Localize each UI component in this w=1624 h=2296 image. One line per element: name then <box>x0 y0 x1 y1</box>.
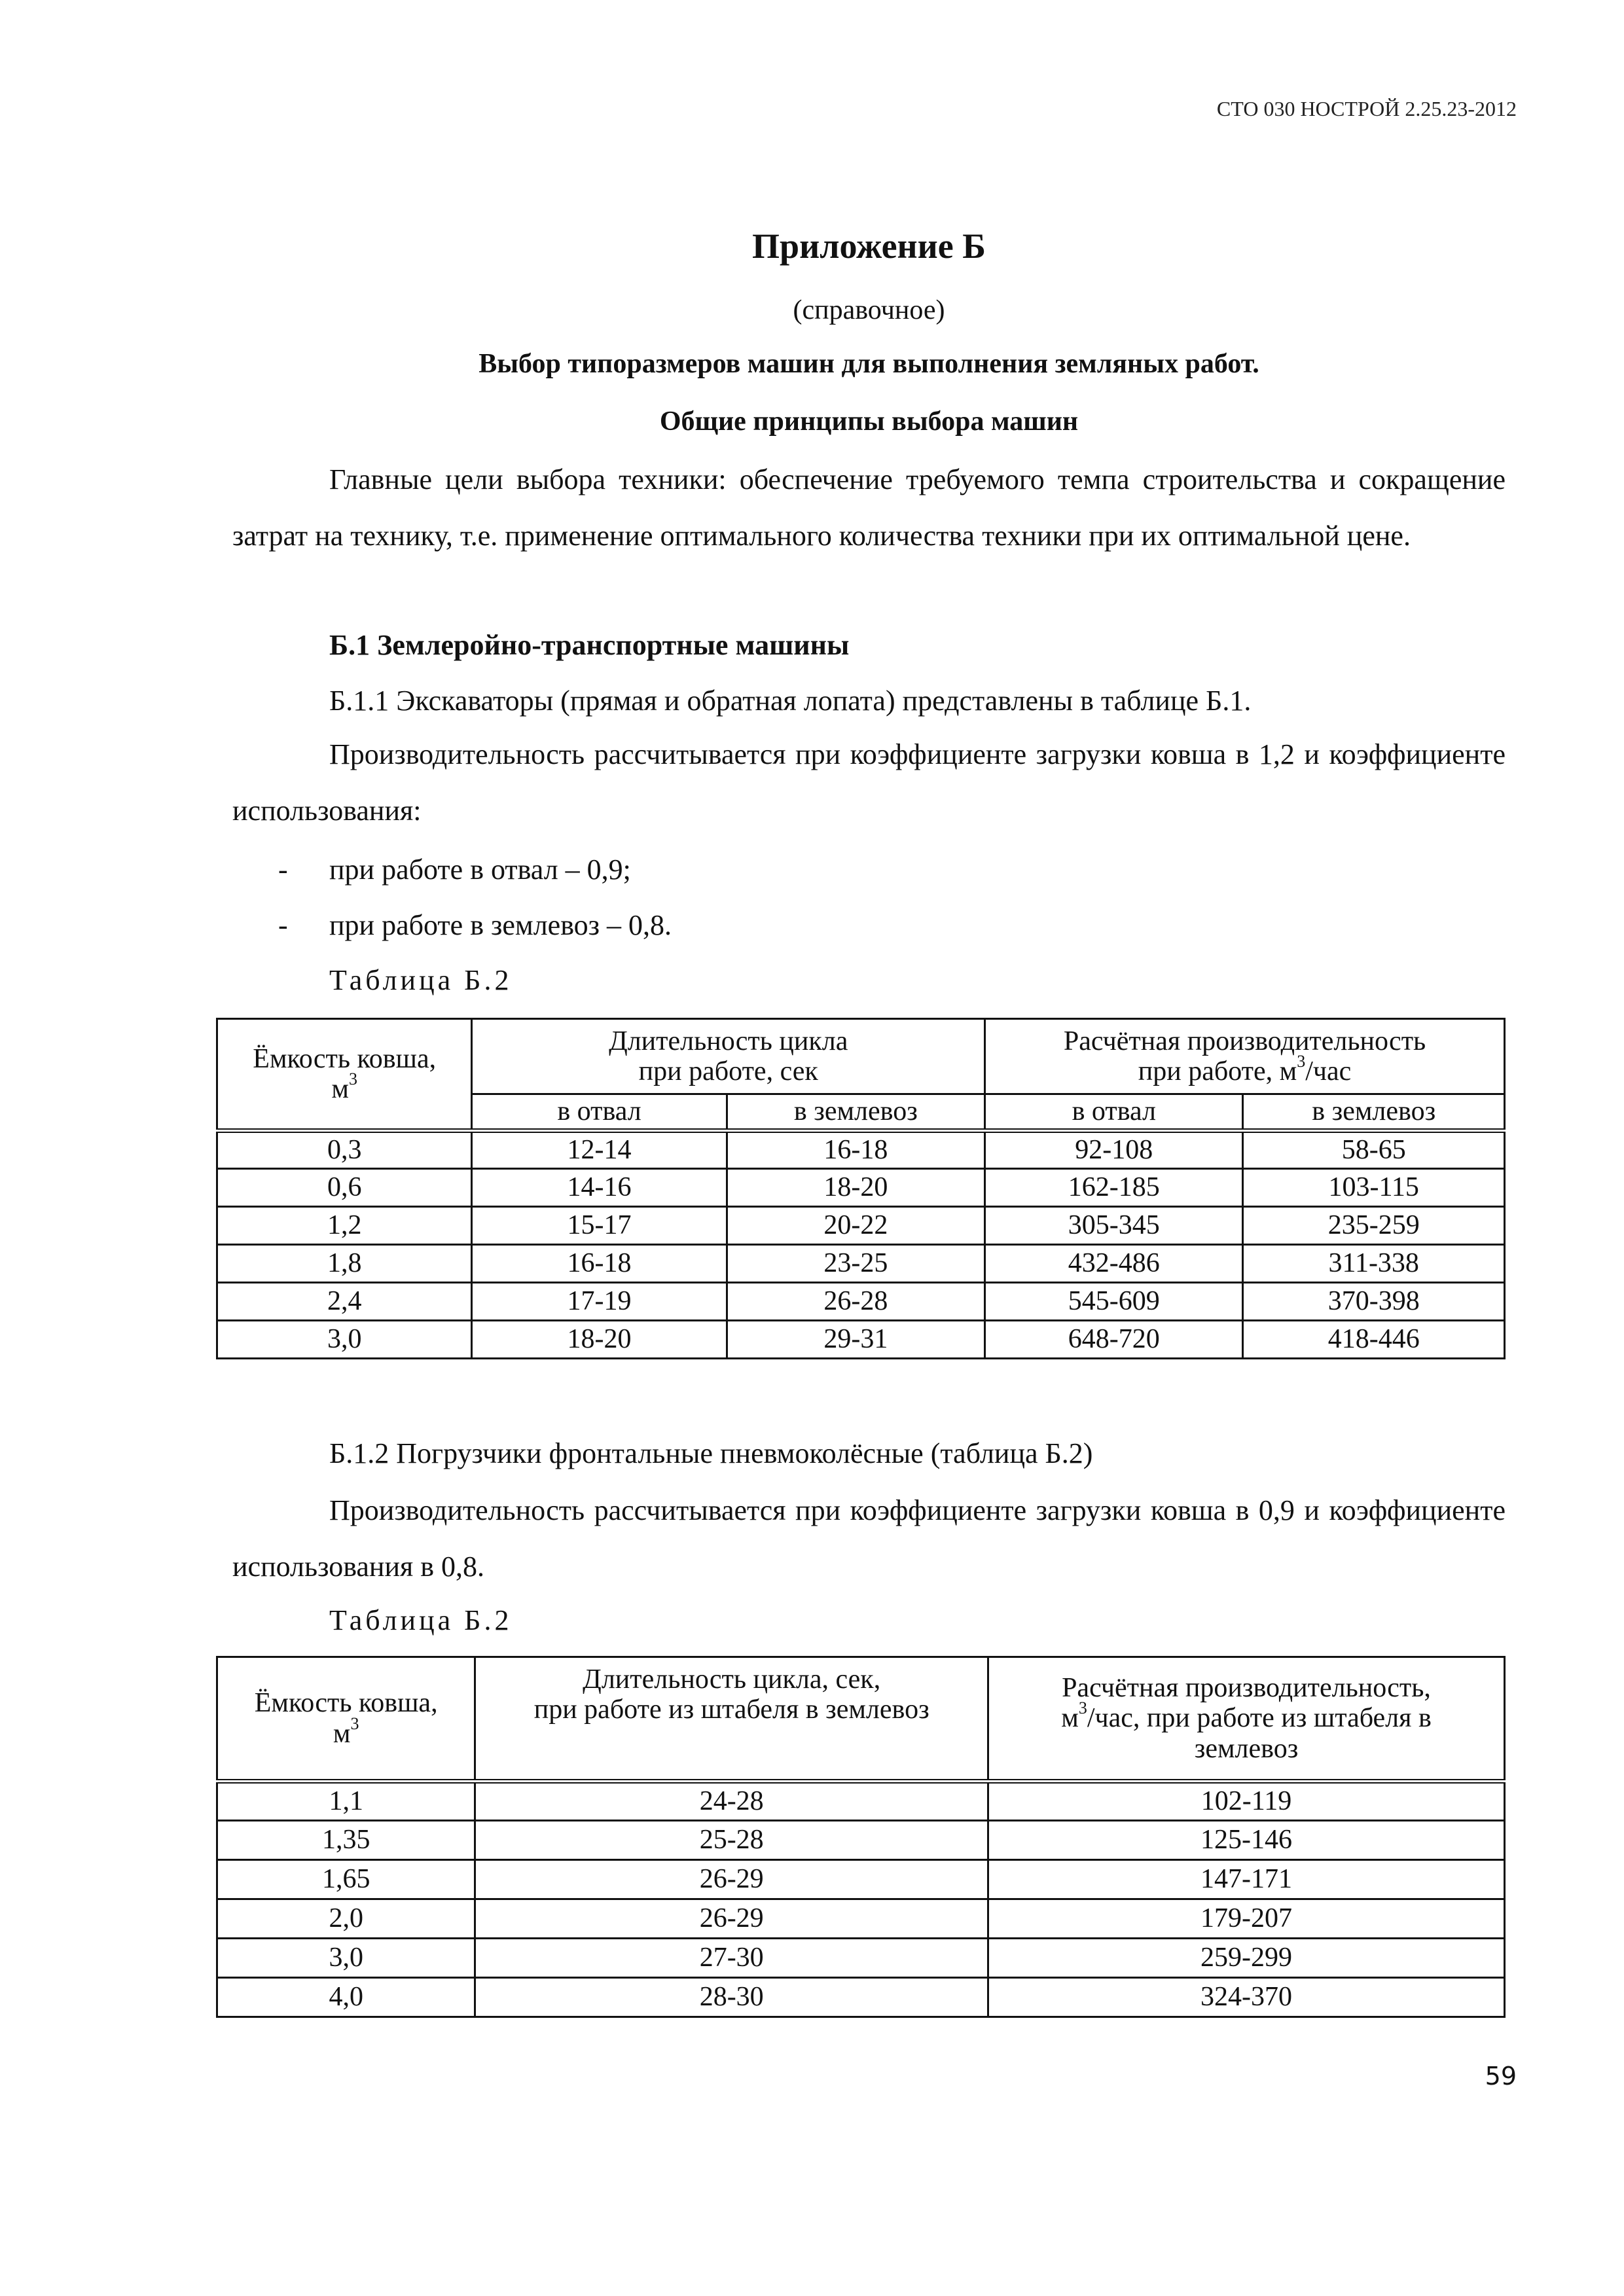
productivity-unit-exponent: 3 <box>1297 1052 1306 1071</box>
table-cell: 18-20 <box>727 1169 984 1207</box>
capacity-header-label: Ёмкость ковша, <box>254 1688 438 1719</box>
excavator-table <box>216 1018 1506 1359</box>
productivity-header-label: Расчётная производительность, <box>1062 1673 1431 1704</box>
table1-header-row <box>217 1019 1505 1094</box>
productivity-dump-header: в отвал <box>985 1094 1243 1131</box>
table-cell: 23-25 <box>727 1245 984 1283</box>
table-cell: 2,0 <box>217 1899 475 1939</box>
table-row <box>217 1245 1505 1283</box>
table-cell: 162-185 <box>985 1169 1243 1207</box>
table1-caption: Таблица Б.2 <box>329 964 513 996</box>
table-cell: 147-171 <box>988 1860 1505 1899</box>
cycle-header-label: Длительность цикла, сек, <box>583 1664 881 1695</box>
capacity-header-label: Ёмкость ковша, <box>253 1043 437 1074</box>
table-cell: 125-146 <box>988 1821 1505 1860</box>
table-cell: 648-720 <box>985 1321 1243 1359</box>
table-cell: 545-609 <box>985 1283 1243 1321</box>
table-cell: 16-18 <box>472 1245 727 1283</box>
appendix-subtitle: (справочное) <box>793 295 945 325</box>
table-cell: 92-108 <box>985 1131 1243 1169</box>
table-cell: 103-115 <box>1243 1169 1505 1207</box>
capacity-header <box>217 1019 472 1131</box>
table-cell: 4,0 <box>217 1978 475 2017</box>
cycle-header <box>475 1657 988 1782</box>
cycle-truck-header: в землевоз <box>727 1094 984 1131</box>
table-row <box>217 1321 1505 1359</box>
table-cell: 20-22 <box>727 1207 984 1245</box>
table-cell: 26-29 <box>475 1860 988 1899</box>
productivity-header-label: Расчётная производительность <box>1063 1026 1426 1056</box>
table-cell: 1,65 <box>217 1860 475 1899</box>
productivity-header-label-2: при работе, м <box>1138 1056 1297 1086</box>
table-cell: 305-345 <box>985 1207 1243 1245</box>
table-cell: 418-446 <box>1243 1321 1505 1359</box>
table-cell: 1,2 <box>217 1207 472 1245</box>
table-row <box>217 1169 1505 1207</box>
capacity-unit: м <box>333 1718 351 1749</box>
table-cell: 29-31 <box>727 1321 984 1359</box>
table-cell: 0,6 <box>217 1169 472 1207</box>
capacity-header <box>217 1657 475 1782</box>
loader-table <box>216 1656 1506 2018</box>
productivity-unit-suffix: /час <box>1305 1056 1352 1086</box>
table-row <box>217 1283 1505 1321</box>
table-cell: 1,8 <box>217 1245 472 1283</box>
table-cell: 1,35 <box>217 1821 475 1860</box>
bullet-dash: - <box>278 909 288 941</box>
table-row <box>217 1899 1505 1939</box>
table-row <box>217 1207 1505 1245</box>
capacity-unit-exponent: 3 <box>348 1069 357 1088</box>
table-cell: 25-28 <box>475 1821 988 1860</box>
table-cell: 16-18 <box>727 1131 984 1169</box>
table-cell: 324-370 <box>988 1978 1505 2017</box>
productivity-unit: м <box>1061 1703 1079 1734</box>
table-cell: 432-486 <box>985 1245 1243 1283</box>
table-row <box>217 1860 1505 1899</box>
productivity-truck-header: в землевоз <box>1243 1094 1505 1131</box>
table-row <box>217 1978 1505 2017</box>
table-cell: 58-65 <box>1243 1131 1505 1169</box>
b11-paragraph: Производительность рассчитывается при коэффициенте загрузки ковша в 1,2 и коэффициенте использования: <box>232 738 1506 827</box>
table-cell: 26-28 <box>727 1283 984 1321</box>
table-cell: 28-30 <box>475 1978 988 2017</box>
table2-header-row <box>217 1657 1505 1782</box>
cycle-header-label-2: при работе из штабеля в землевоз <box>533 1695 929 1725</box>
capacity-unit: м <box>331 1074 349 1104</box>
subsection-b1-heading: Б.1 Землеройно-транспортные машины <box>329 629 850 661</box>
table-cell: 102-119 <box>988 1782 1505 1821</box>
bullet-item: при работе в отвал – 0,9; <box>329 853 631 886</box>
table-cell: 3,0 <box>217 1939 475 1978</box>
section-heading: Общие принципы выбора машин <box>659 406 1079 437</box>
productivity-header-label-2: /час, при работе из штабеля в <box>1087 1703 1432 1734</box>
table-cell: 17-19 <box>472 1283 727 1321</box>
table-cell: 24-28 <box>475 1782 988 1821</box>
b12-line: Б.1.2 Погрузчики фронтальные пневмоколёсные (таблица Б.2) <box>329 1437 1093 1469</box>
table-cell: 311-338 <box>1243 1245 1505 1283</box>
cycle-header-label: Длительность цикла <box>609 1026 848 1056</box>
table-cell: 179-207 <box>988 1899 1505 1939</box>
table-row <box>217 1782 1505 1821</box>
cycle-header-label-2: при работе, сек <box>638 1056 818 1086</box>
table-row <box>217 1131 1505 1169</box>
table-cell: 18-20 <box>472 1321 727 1359</box>
table-cell: 14-16 <box>472 1169 727 1207</box>
appendix-title: Приложение Б <box>752 226 986 266</box>
document-code: СТО 030 НОСТРОЙ 2.25.23-2012 <box>1216 97 1517 120</box>
bullet-item: при работе в землевоз – 0,8. <box>329 909 672 941</box>
b12-paragraph: Производительность рассчитывается при коэффициенте загрузки ковша в 0,9 и коэффициенте использования в 0,8. <box>232 1494 1506 1583</box>
table-cell: 27-30 <box>475 1939 988 1978</box>
productivity-unit-exponent: 3 <box>1078 1698 1087 1718</box>
table-cell: 259-299 <box>988 1939 1505 1978</box>
productivity-header-label-3: землевоз <box>1194 1733 1299 1764</box>
table-cell: 3,0 <box>217 1321 472 1359</box>
bullet-dash: - <box>278 853 288 886</box>
cycle-dump-header: в отвал <box>472 1094 727 1131</box>
cycle-header <box>472 1019 985 1094</box>
table-row <box>217 1939 1505 1978</box>
table-cell: 15-17 <box>472 1207 727 1245</box>
table-cell: 0,3 <box>217 1131 472 1169</box>
table-cell: 370-398 <box>1243 1283 1505 1321</box>
table-row <box>217 1821 1505 1860</box>
productivity-header <box>988 1657 1505 1782</box>
appendix-heading: Выбор типоразмеров машин для выполнения земляных работ. <box>478 349 1259 379</box>
b11-line: Б.1.1 Экскаваторы (прямая и обратная лопата) представлены в таблице Б.1. <box>329 685 1252 717</box>
productivity-header <box>985 1019 1505 1094</box>
table-cell: 2,4 <box>217 1283 472 1321</box>
table2-caption: Таблица Б.2 <box>329 1604 513 1636</box>
page-number: 59 <box>1485 2062 1517 2090</box>
capacity-unit-exponent: 3 <box>350 1713 359 1733</box>
intro-paragraph: Главные цели выбора техники: обеспечение требуемого темпа строительства и сокращение затрат на технику, т.е. применение оптимального количества техники при их оптимальной цене. <box>232 463 1506 552</box>
table-cell: 26-29 <box>475 1899 988 1939</box>
table-cell: 12-14 <box>472 1131 727 1169</box>
table-cell: 235-259 <box>1243 1207 1505 1245</box>
table-cell: 1,1 <box>217 1782 475 1821</box>
